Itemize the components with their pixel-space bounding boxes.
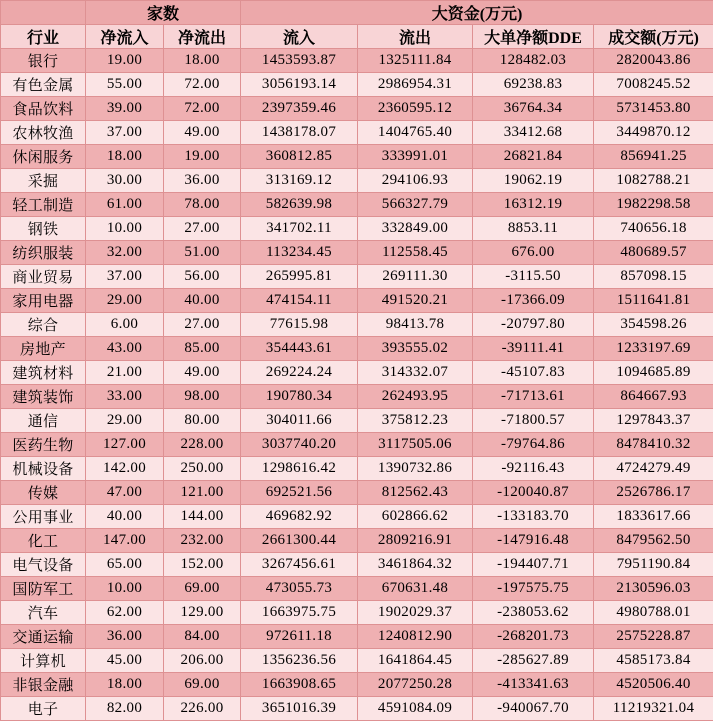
column-header-inflow[interactable]: 流入	[241, 25, 358, 49]
cell-net-inflow-count[interactable]: 55.00	[86, 73, 164, 97]
table-row[interactable]	[1, 121, 713, 145]
cell-net-inflow-count[interactable]: 21.00	[86, 361, 164, 385]
column-header-net-inflow-count[interactable]: 净流入	[86, 25, 164, 49]
column-header-row	[1, 25, 713, 49]
cell-dde-net[interactable]: 69238.83	[473, 73, 594, 97]
cell-inflow[interactable]: 2661300.44	[241, 529, 358, 553]
table-row[interactable]	[1, 625, 713, 649]
table-row[interactable]	[1, 433, 713, 457]
cell-dde-net[interactable]: -92116.43	[473, 457, 594, 481]
cell-net-outflow-count[interactable]: 69.00	[164, 673, 241, 697]
cell-net-outflow-count[interactable]: 250.00	[164, 457, 241, 481]
cell-turnover[interactable]: 4980788.01	[594, 601, 713, 625]
cell-turnover[interactable]: 2130596.03	[594, 577, 713, 601]
table-row[interactable]	[1, 217, 713, 241]
cell-turnover[interactable]: 1233197.69	[594, 337, 713, 361]
cell-net-outflow-count[interactable]: 226.00	[164, 697, 241, 721]
corner-cell	[1, 1, 86, 25]
cell-inflow[interactable]: 3651016.39	[241, 697, 358, 721]
cell-dde-net[interactable]: -39111.41	[473, 337, 594, 361]
cell-dde-net[interactable]: -133183.70	[473, 505, 594, 529]
cell-turnover[interactable]: 864667.93	[594, 385, 713, 409]
cell-outflow[interactable]: 1240812.90	[358, 625, 473, 649]
cell-dde-net[interactable]: 8853.11	[473, 217, 594, 241]
cell-industry[interactable]: 化工	[1, 529, 86, 553]
cell-turnover[interactable]: 1982298.58	[594, 193, 713, 217]
cell-industry[interactable]: 国防军工	[1, 577, 86, 601]
table-row[interactable]	[1, 505, 713, 529]
cell-turnover[interactable]: 11219321.04	[594, 697, 713, 721]
table-row[interactable]	[1, 697, 713, 721]
cell-outflow[interactable]: 262493.95	[358, 385, 473, 409]
cell-inflow[interactable]: 1438178.07	[241, 121, 358, 145]
cell-net-outflow-count[interactable]: 69.00	[164, 577, 241, 601]
cell-net-outflow-count[interactable]: 19.00	[164, 145, 241, 169]
cell-outflow[interactable]: 2986954.31	[358, 73, 473, 97]
cell-inflow[interactable]: 473055.73	[241, 577, 358, 601]
cell-dde-net[interactable]: -120040.87	[473, 481, 594, 505]
cell-net-outflow-count[interactable]: 49.00	[164, 121, 241, 145]
cell-turnover[interactable]: 1511641.81	[594, 289, 713, 313]
cell-net-outflow-count[interactable]: 51.00	[164, 241, 241, 265]
cell-turnover[interactable]: 2820043.86	[594, 49, 713, 73]
cell-outflow[interactable]: 491520.21	[358, 289, 473, 313]
cell-inflow[interactable]: 313169.12	[241, 169, 358, 193]
cell-turnover[interactable]: 354598.26	[594, 313, 713, 337]
cell-outflow[interactable]: 332849.00	[358, 217, 473, 241]
cell-inflow[interactable]: 341702.11	[241, 217, 358, 241]
cell-turnover[interactable]: 1833617.66	[594, 505, 713, 529]
cell-industry[interactable]: 汽车	[1, 601, 86, 625]
cell-dde-net[interactable]: 19062.19	[473, 169, 594, 193]
cell-dde-net[interactable]: -71713.61	[473, 385, 594, 409]
cell-turnover[interactable]: 1082788.21	[594, 169, 713, 193]
cell-industry[interactable]: 建筑材料	[1, 361, 86, 385]
cell-inflow[interactable]: 972611.18	[241, 625, 358, 649]
cell-dde-net[interactable]: -71800.57	[473, 409, 594, 433]
cell-net-outflow-count[interactable]: 27.00	[164, 217, 241, 241]
cell-dde-net[interactable]: -3115.50	[473, 265, 594, 289]
cell-inflow[interactable]: 360812.85	[241, 145, 358, 169]
cell-outflow[interactable]: 375812.23	[358, 409, 473, 433]
cell-net-inflow-count[interactable]: 32.00	[86, 241, 164, 265]
table-row[interactable]	[1, 289, 713, 313]
cell-inflow[interactable]: 1663908.65	[241, 673, 358, 697]
cell-net-outflow-count[interactable]: 80.00	[164, 409, 241, 433]
cell-dde-net[interactable]: -268201.73	[473, 625, 594, 649]
cell-dde-net[interactable]: 676.00	[473, 241, 594, 265]
cell-net-inflow-count[interactable]: 10.00	[86, 217, 164, 241]
cell-inflow[interactable]: 190780.34	[241, 385, 358, 409]
cell-net-outflow-count[interactable]: 18.00	[164, 49, 241, 73]
cell-turnover[interactable]: 7951190.84	[594, 553, 713, 577]
cell-outflow[interactable]: 2809216.91	[358, 529, 473, 553]
cell-net-outflow-count[interactable]: 56.00	[164, 265, 241, 289]
cell-net-inflow-count[interactable]: 39.00	[86, 97, 164, 121]
cell-inflow[interactable]: 474154.11	[241, 289, 358, 313]
table-row[interactable]	[1, 481, 713, 505]
cell-industry[interactable]: 纺织服装	[1, 241, 86, 265]
cell-dde-net[interactable]: 36764.34	[473, 97, 594, 121]
cell-outflow[interactable]: 812562.43	[358, 481, 473, 505]
cell-net-outflow-count[interactable]: 206.00	[164, 649, 241, 673]
cell-outflow[interactable]: 269111.30	[358, 265, 473, 289]
cell-industry[interactable]: 家用电器	[1, 289, 86, 313]
cell-net-inflow-count[interactable]: 61.00	[86, 193, 164, 217]
cell-net-inflow-count[interactable]: 62.00	[86, 601, 164, 625]
cell-dde-net[interactable]: 26821.84	[473, 145, 594, 169]
cell-industry[interactable]: 食品饮料	[1, 97, 86, 121]
cell-industry[interactable]: 通信	[1, 409, 86, 433]
cell-industry[interactable]: 医药生物	[1, 433, 86, 457]
cell-inflow[interactable]: 304011.66	[241, 409, 358, 433]
cell-turnover[interactable]: 857098.15	[594, 265, 713, 289]
cell-net-inflow-count[interactable]: 127.00	[86, 433, 164, 457]
cell-net-inflow-count[interactable]: 33.00	[86, 385, 164, 409]
cell-outflow[interactable]: 1641864.45	[358, 649, 473, 673]
cell-dde-net[interactable]: -940067.70	[473, 697, 594, 721]
column-header-turnover[interactable]: 成交额(万元)	[594, 25, 713, 49]
cell-turnover[interactable]: 4520506.40	[594, 673, 713, 697]
cell-net-outflow-count[interactable]: 27.00	[164, 313, 241, 337]
cell-industry[interactable]: 公用事业	[1, 505, 86, 529]
cell-turnover[interactable]: 480689.57	[594, 241, 713, 265]
cell-inflow[interactable]: 3267456.61	[241, 553, 358, 577]
cell-industry[interactable]: 银行	[1, 49, 86, 73]
cell-industry[interactable]: 房地产	[1, 337, 86, 361]
cell-outflow[interactable]: 566327.79	[358, 193, 473, 217]
column-header-net-outflow-count[interactable]: 净流出	[164, 25, 241, 49]
column-header-outflow[interactable]: 流出	[358, 25, 473, 49]
cell-outflow[interactable]: 314332.07	[358, 361, 473, 385]
cell-net-inflow-count[interactable]: 29.00	[86, 289, 164, 313]
cell-inflow[interactable]: 354443.61	[241, 337, 358, 361]
table-row[interactable]	[1, 313, 713, 337]
table-row[interactable]	[1, 241, 713, 265]
cell-turnover[interactable]: 3449870.12	[594, 121, 713, 145]
cell-inflow[interactable]: 3056193.14	[241, 73, 358, 97]
cell-outflow[interactable]: 112558.45	[358, 241, 473, 265]
cell-dde-net[interactable]: 128482.03	[473, 49, 594, 73]
cell-industry[interactable]: 采掘	[1, 169, 86, 193]
cell-industry[interactable]: 休闲服务	[1, 145, 86, 169]
cell-net-outflow-count[interactable]: 49.00	[164, 361, 241, 385]
cell-outflow[interactable]: 602866.62	[358, 505, 473, 529]
cell-industry[interactable]: 机械设备	[1, 457, 86, 481]
table-row[interactable]	[1, 529, 713, 553]
cell-net-outflow-count[interactable]: 144.00	[164, 505, 241, 529]
cell-turnover[interactable]: 8478410.32	[594, 433, 713, 457]
table-row[interactable]	[1, 337, 713, 361]
cell-net-inflow-count[interactable]: 47.00	[86, 481, 164, 505]
table-row[interactable]	[1, 145, 713, 169]
cell-dde-net[interactable]: -45107.83	[473, 361, 594, 385]
table-row[interactable]	[1, 385, 713, 409]
cell-dde-net[interactable]: -20797.80	[473, 313, 594, 337]
cell-net-inflow-count[interactable]: 65.00	[86, 553, 164, 577]
cell-net-outflow-count[interactable]: 85.00	[164, 337, 241, 361]
cell-outflow[interactable]: 294106.93	[358, 169, 473, 193]
cell-inflow[interactable]: 1453593.87	[241, 49, 358, 73]
cell-net-inflow-count[interactable]: 6.00	[86, 313, 164, 337]
cell-outflow[interactable]: 98413.78	[358, 313, 473, 337]
cell-net-outflow-count[interactable]: 152.00	[164, 553, 241, 577]
cell-outflow[interactable]: 1902029.37	[358, 601, 473, 625]
cell-turnover[interactable]: 8479562.50	[594, 529, 713, 553]
cell-industry[interactable]: 综合	[1, 313, 86, 337]
cell-outflow[interactable]: 2360595.12	[358, 97, 473, 121]
cell-net-inflow-count[interactable]: 30.00	[86, 169, 164, 193]
cell-inflow[interactable]: 3037740.20	[241, 433, 358, 457]
cell-net-inflow-count[interactable]: 45.00	[86, 649, 164, 673]
table-row[interactable]	[1, 457, 713, 481]
cell-turnover[interactable]: 5731453.80	[594, 97, 713, 121]
cell-outflow[interactable]: 333991.01	[358, 145, 473, 169]
cell-industry[interactable]: 传媒	[1, 481, 86, 505]
cell-dde-net[interactable]: -238053.62	[473, 601, 594, 625]
table-row[interactable]	[1, 169, 713, 193]
cell-net-inflow-count[interactable]: 18.00	[86, 145, 164, 169]
cell-industry[interactable]: 有色金属	[1, 73, 86, 97]
cell-turnover[interactable]: 856941.25	[594, 145, 713, 169]
cell-turnover[interactable]: 7008245.52	[594, 73, 713, 97]
cell-outflow[interactable]: 1325111.84	[358, 49, 473, 73]
cell-industry[interactable]: 非银金融	[1, 673, 86, 697]
group-header-row	[1, 1, 713, 25]
cell-turnover[interactable]: 740656.18	[594, 217, 713, 241]
cell-inflow[interactable]: 469682.92	[241, 505, 358, 529]
cell-outflow[interactable]: 4591084.09	[358, 697, 473, 721]
group-header-company-count: 家数	[86, 1, 241, 25]
cell-outflow[interactable]: 1390732.86	[358, 457, 473, 481]
table-row[interactable]	[1, 193, 713, 217]
cell-net-inflow-count[interactable]: 36.00	[86, 625, 164, 649]
cell-dde-net[interactable]: 33412.68	[473, 121, 594, 145]
table-row[interactable]	[1, 97, 713, 121]
cell-dde-net[interactable]: -17366.09	[473, 289, 594, 313]
cell-outflow[interactable]: 393555.02	[358, 337, 473, 361]
cell-industry[interactable]: 轻工制造	[1, 193, 86, 217]
cell-industry[interactable]: 交通运输	[1, 625, 86, 649]
cell-net-outflow-count[interactable]: 40.00	[164, 289, 241, 313]
cell-industry[interactable]: 钢铁	[1, 217, 86, 241]
table-row[interactable]	[1, 649, 713, 673]
cell-industry[interactable]: 电子	[1, 697, 86, 721]
table-row[interactable]	[1, 49, 713, 73]
table-row[interactable]	[1, 673, 713, 697]
cell-net-inflow-count[interactable]: 37.00	[86, 265, 164, 289]
cell-net-inflow-count[interactable]: 29.00	[86, 409, 164, 433]
cell-net-outflow-count[interactable]: 121.00	[164, 481, 241, 505]
cell-dde-net[interactable]: -147916.48	[473, 529, 594, 553]
table-row[interactable]	[1, 265, 713, 289]
cell-net-outflow-count[interactable]: 129.00	[164, 601, 241, 625]
cell-industry[interactable]: 商业贸易	[1, 265, 86, 289]
cell-dde-net[interactable]: -79764.86	[473, 433, 594, 457]
cell-inflow[interactable]: 265995.81	[241, 265, 358, 289]
table-row[interactable]	[1, 577, 713, 601]
cell-net-inflow-count[interactable]: 19.00	[86, 49, 164, 73]
cell-net-inflow-count[interactable]: 18.00	[86, 673, 164, 697]
cell-net-outflow-count[interactable]: 232.00	[164, 529, 241, 553]
cell-dde-net[interactable]: -197575.75	[473, 577, 594, 601]
cell-inflow[interactable]: 582639.98	[241, 193, 358, 217]
table-row[interactable]	[1, 409, 713, 433]
cell-inflow[interactable]: 1298616.42	[241, 457, 358, 481]
cell-net-inflow-count[interactable]: 37.00	[86, 121, 164, 145]
cell-outflow[interactable]: 1404765.40	[358, 121, 473, 145]
cell-industry[interactable]: 电气设备	[1, 553, 86, 577]
cell-dde-net[interactable]: 16312.19	[473, 193, 594, 217]
cell-inflow[interactable]: 1356236.56	[241, 649, 358, 673]
cell-inflow[interactable]: 77615.98	[241, 313, 358, 337]
cell-outflow[interactable]: 3117505.06	[358, 433, 473, 457]
cell-turnover[interactable]: 1094685.89	[594, 361, 713, 385]
table-row[interactable]	[1, 361, 713, 385]
cell-net-inflow-count[interactable]: 142.00	[86, 457, 164, 481]
cell-net-inflow-count[interactable]: 82.00	[86, 697, 164, 721]
cell-inflow[interactable]: 113234.45	[241, 241, 358, 265]
cell-net-inflow-count[interactable]: 147.00	[86, 529, 164, 553]
table-row[interactable]	[1, 601, 713, 625]
cell-turnover[interactable]: 1297843.37	[594, 409, 713, 433]
cell-industry[interactable]: 农林牧渔	[1, 121, 86, 145]
cell-outflow[interactable]: 2077250.28	[358, 673, 473, 697]
cell-net-outflow-count[interactable]: 228.00	[164, 433, 241, 457]
cell-inflow[interactable]: 1663975.75	[241, 601, 358, 625]
cell-net-inflow-count[interactable]: 43.00	[86, 337, 164, 361]
cell-turnover[interactable]: 2575228.87	[594, 625, 713, 649]
cell-industry[interactable]: 建筑装饰	[1, 385, 86, 409]
table-row[interactable]	[1, 73, 713, 97]
cell-dde-net[interactable]: -413341.63	[473, 673, 594, 697]
cell-net-outflow-count[interactable]: 78.00	[164, 193, 241, 217]
group-header-big-funds: 大资金(万元)	[241, 1, 713, 25]
column-header-dde-net[interactable]: 大单净额DDE	[473, 25, 594, 49]
cell-net-inflow-count[interactable]: 10.00	[86, 577, 164, 601]
cell-outflow[interactable]: 3461864.32	[358, 553, 473, 577]
cell-net-outflow-count[interactable]: 84.00	[164, 625, 241, 649]
cell-turnover[interactable]: 4724279.49	[594, 457, 713, 481]
table-body	[1, 49, 713, 721]
cell-dde-net[interactable]: -194407.71	[473, 553, 594, 577]
cell-inflow[interactable]: 2397359.46	[241, 97, 358, 121]
cell-net-outflow-count[interactable]: 98.00	[164, 385, 241, 409]
cell-dde-net[interactable]: -285627.89	[473, 649, 594, 673]
cell-net-outflow-count[interactable]: 72.00	[164, 97, 241, 121]
column-header-industry[interactable]: 行业	[1, 25, 86, 49]
cell-inflow[interactable]: 692521.56	[241, 481, 358, 505]
table-row[interactable]	[1, 553, 713, 577]
cell-turnover[interactable]: 2526786.17	[594, 481, 713, 505]
cell-net-outflow-count[interactable]: 36.00	[164, 169, 241, 193]
cell-inflow[interactable]: 269224.24	[241, 361, 358, 385]
cell-net-outflow-count[interactable]: 72.00	[164, 73, 241, 97]
cell-outflow[interactable]: 670631.48	[358, 577, 473, 601]
cell-industry[interactable]: 计算机	[1, 649, 86, 673]
cell-net-inflow-count[interactable]: 40.00	[86, 505, 164, 529]
cell-turnover[interactable]: 4585173.84	[594, 649, 713, 673]
